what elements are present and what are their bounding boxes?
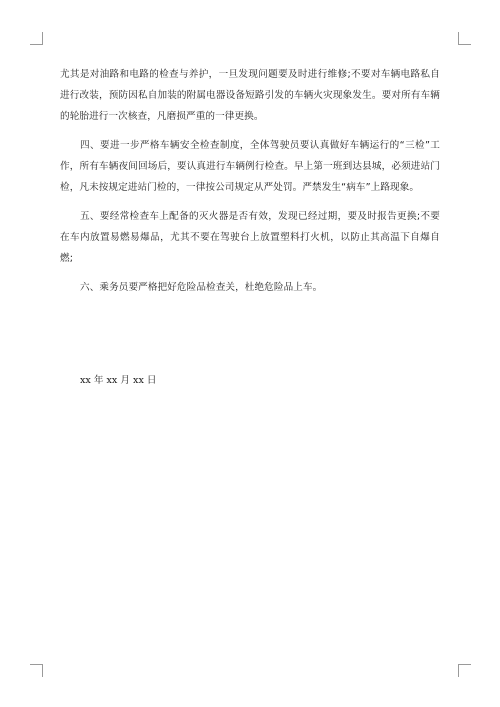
- paragraph-item-4: 四、要进一步严格车辆安全检查制度，全体驾驶员要认真做好车辆运行的“三检”工作，所有车辆夜间回场后，要认真进行车辆例行检查。早上第一班到达县城，必须进站门检，凡未按规定进站门检的，一律按公司规定从严处罚。严禁发生“病车”上路现象。: [60, 140, 440, 193]
- paragraph-item-5: 五、要经常检查车上配备的灭火器是否有效，发现已经过期，要及时报告更换;不要在车内放置易燃易爆品，尤其不要在驾驶台上放置塑料打火机，以防止其高温下自爆自燃;: [60, 211, 440, 264]
- document-body: [60, 64, 440, 306]
- crop-mark-top-left: [30, 32, 43, 45]
- crop-mark-top-right: [458, 32, 471, 45]
- paragraph-continuation: 尤其是对油路和电路的检查与养护，一旦发现问题要及时进行维修;不要对车辆电路私自进行改装，预防因私自加装的附属电器设备短路引发的车辆火灾现象发生。要对所有车辆的轮胎进行一次核查，凡磨损严重的一律更换。: [60, 69, 440, 122]
- crop-mark-bottom-right: [458, 664, 471, 677]
- document-date: xx 年 xx 月 xx 日: [80, 375, 157, 386]
- crop-mark-bottom-left: [30, 664, 43, 677]
- paragraph-item-6: 六、乘务员要严格把好危险品检查关，杜绝危险品上车。: [80, 282, 323, 293]
